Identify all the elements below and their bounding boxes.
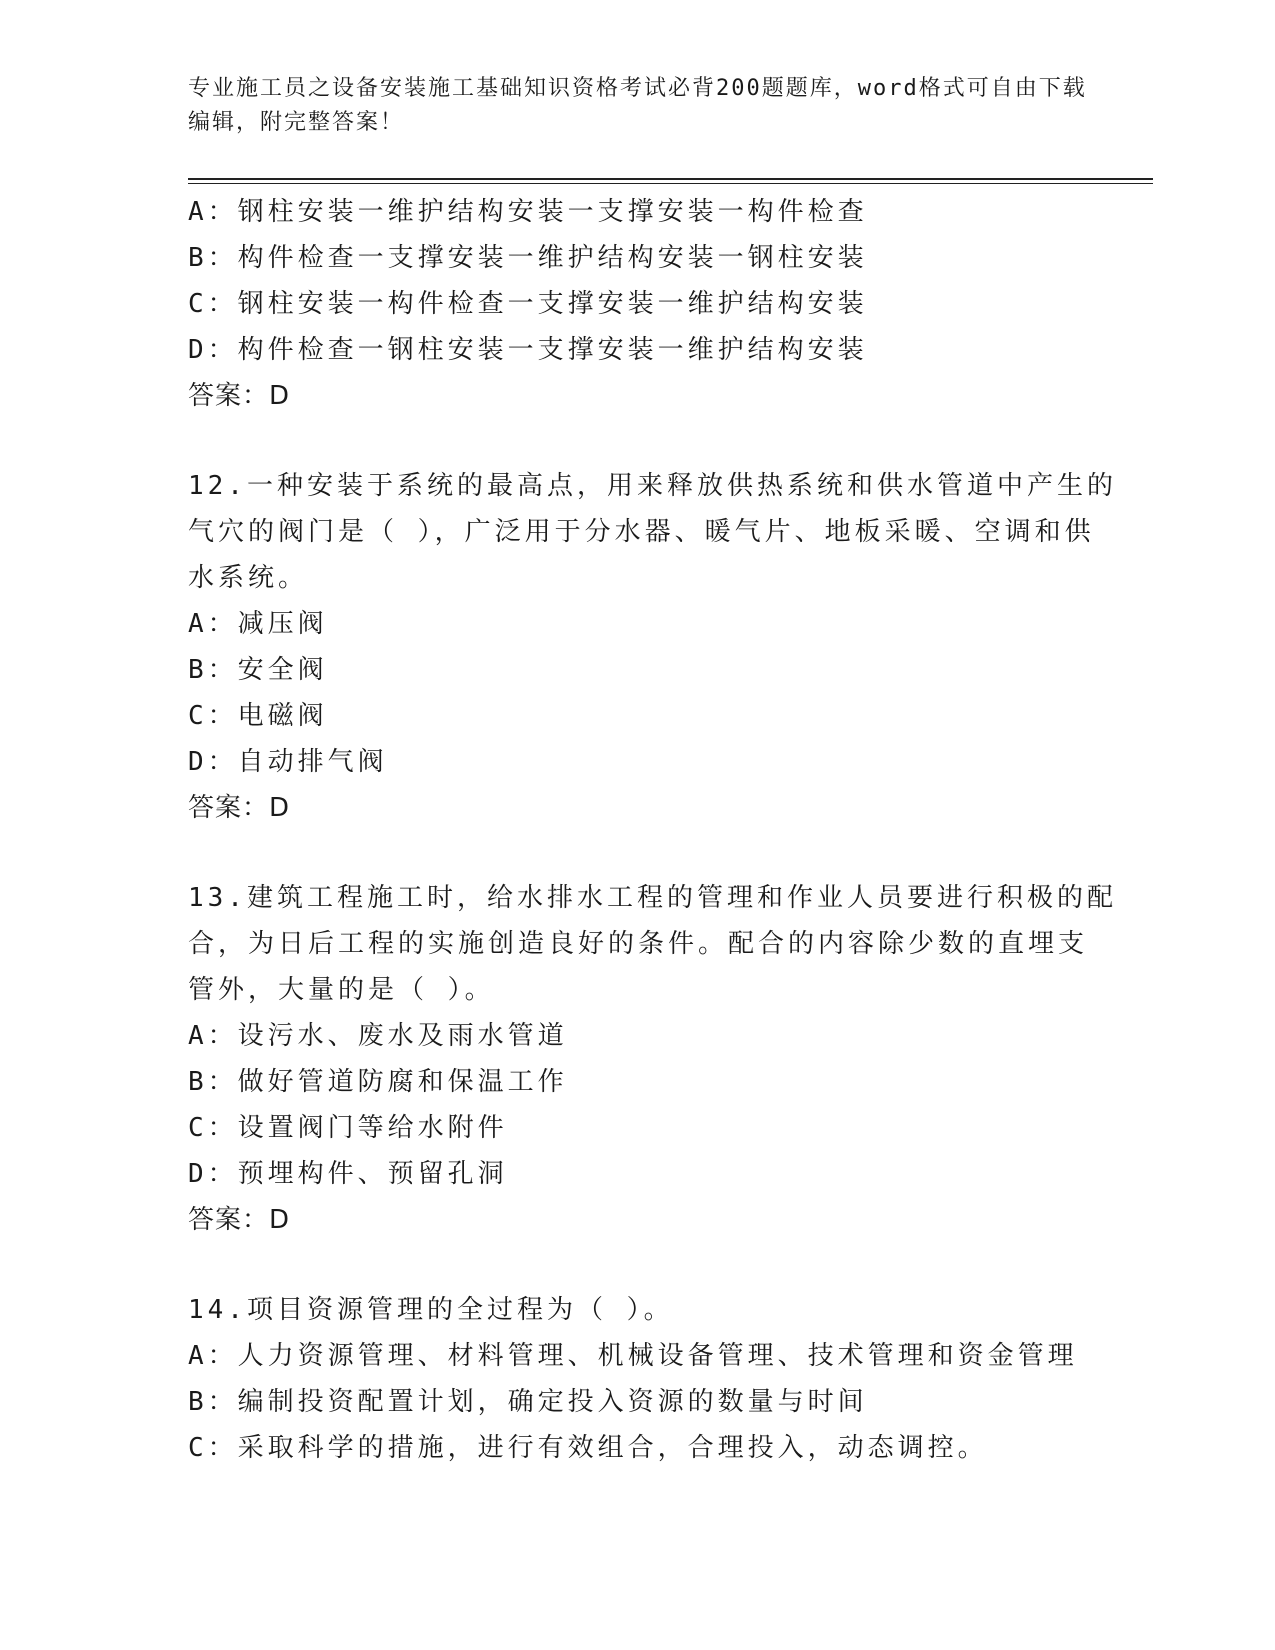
question-list — [188, 189, 1117, 1471]
question-text-line: 管外，大量的是（ ）。 — [188, 975, 495, 1005]
option-a: A：钢柱安装一维护结构安装一支撑安装一构件检查 — [188, 197, 868, 227]
option-b: B：做好管道防腐和保温工作 — [188, 1067, 568, 1097]
option-b: B：安全阀 — [188, 655, 328, 685]
spacer — [188, 1243, 1088, 1287]
option-a: A：人力资源管理、材料管理、机械设备管理、技术管理和资金管理 — [188, 1341, 1078, 1371]
question-text-line: 14.项目资源管理的全过程为（ ）。 — [188, 1295, 674, 1325]
question-11 — [188, 189, 1088, 419]
option-c: C：采取科学的措施，进行有效组合，合理投入，动态调控。 — [188, 1433, 988, 1463]
option-b: B：编制投资配置计划，确定投入资源的数量与时间 — [188, 1387, 868, 1417]
document-header: 专业施工员之设备安装施工基础知识资格考试必背200题题库，word格式可自由下载编辑，附完整答案！ — [188, 76, 1087, 135]
spacer — [188, 419, 1088, 463]
header-divider-thin — [188, 183, 1153, 184]
question-text-line: 13.建筑工程施工时，给水排水工程的管理和作业人员要进行积极的配 — [188, 883, 1117, 913]
option-a: A：减压阀 — [188, 609, 328, 639]
answer: 答案：D — [188, 1205, 291, 1235]
header-divider-thick — [188, 178, 1153, 180]
option-c: C：钢柱安装一构件检查一支撑安装一维护结构安装 — [188, 289, 868, 319]
option-b: B：构件检查一支撑安装一维护结构安装一钢柱安装 — [188, 243, 868, 273]
answer: 答案：D — [188, 381, 291, 411]
question-12 — [188, 463, 1117, 831]
option-d: D：构件检查一钢柱安装一支撑安装一维护结构安装 — [188, 335, 868, 365]
question-text-line: 气穴的阀门是（ ），广泛用于分水器、暖气片、地板采暖、空调和供 — [188, 517, 1095, 547]
question-text-line: 12.一种安装于系统的最高点，用来释放供热系统和供水管道中产生的 — [188, 471, 1117, 501]
question-text-line: 水系统。 — [188, 563, 309, 593]
option-d: D：预埋构件、预留孔洞 — [188, 1159, 508, 1189]
option-a: A：设污水、废水及雨水管道 — [188, 1021, 568, 1051]
question-14 — [188, 1287, 1088, 1471]
option-c: C：设置阀门等给水附件 — [188, 1113, 508, 1143]
answer: 答案：D — [188, 793, 291, 823]
option-c: C：电磁阀 — [188, 701, 328, 731]
question-13 — [188, 875, 1117, 1243]
spacer — [188, 831, 1088, 875]
option-d: D：自动排气阀 — [188, 747, 388, 777]
question-text-line: 合，为日后工程的实施创造良好的条件。配合的内容除少数的直埋支 — [188, 929, 1089, 959]
